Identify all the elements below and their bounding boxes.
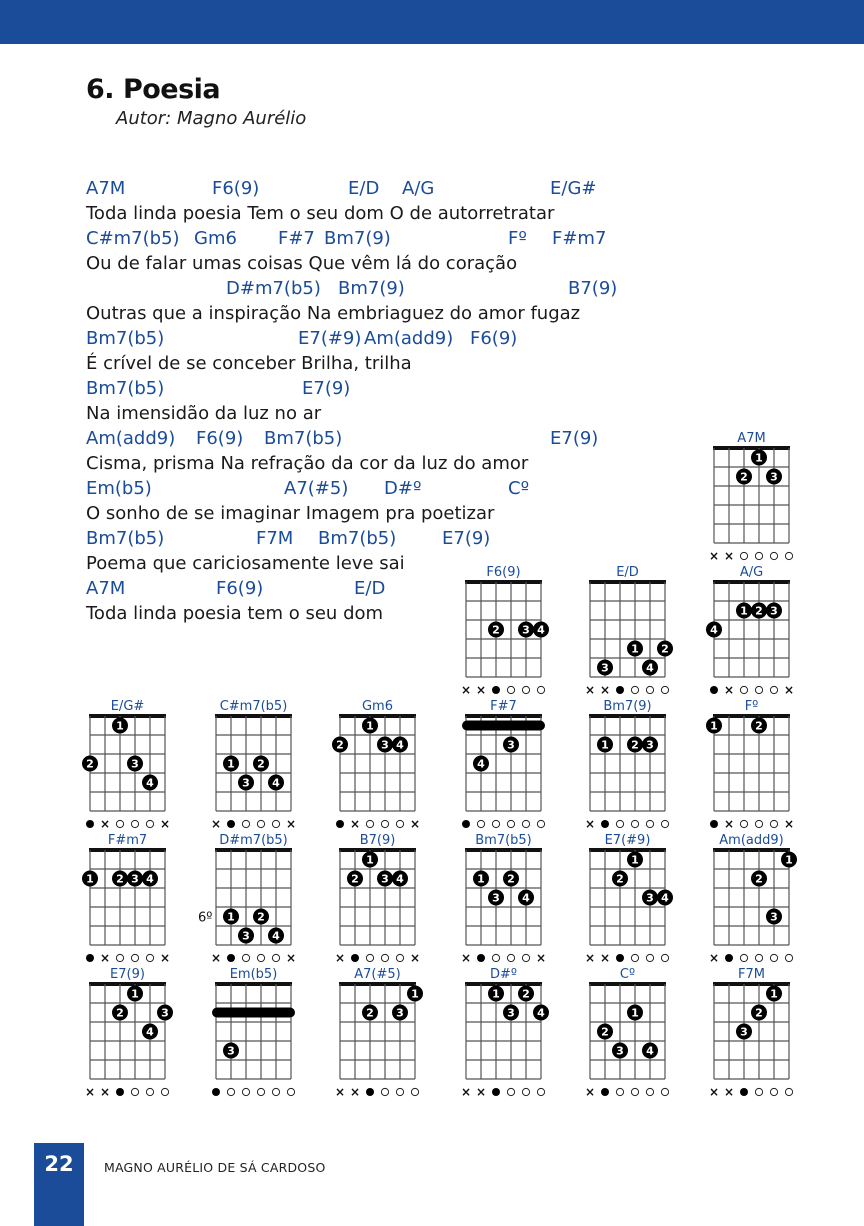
- svg-text:4: 4: [146, 872, 154, 886]
- svg-text:3: 3: [396, 1006, 404, 1020]
- song-author: Autor: Magno Aurélio: [116, 108, 307, 129]
- svg-text:1: 1: [740, 604, 748, 618]
- chord-diagram-name: B7(9): [359, 833, 396, 848]
- svg-text:1: 1: [770, 987, 778, 1001]
- chord-diagram: [198, 830, 302, 965]
- chord-name: Bm7(b5): [264, 428, 343, 449]
- chord-name: Fº: [508, 228, 527, 249]
- svg-text:2: 2: [601, 1025, 609, 1039]
- svg-text:1: 1: [116, 719, 124, 733]
- chord-diagram-name: E7(9): [110, 967, 145, 982]
- svg-text:2: 2: [755, 604, 763, 618]
- chord-diagram-name: E/G#: [110, 699, 145, 714]
- svg-text:1: 1: [227, 910, 235, 924]
- chord-line: [86, 376, 580, 401]
- svg-text:×: ×: [285, 817, 297, 831]
- chord-diagram-name: A/G: [739, 565, 764, 580]
- svg-text:4: 4: [710, 623, 718, 637]
- chord-line: [86, 476, 580, 501]
- chord-name: Cº: [508, 478, 530, 499]
- svg-text:2: 2: [661, 642, 669, 656]
- svg-text:1: 1: [710, 719, 718, 733]
- svg-text:×: ×: [460, 951, 472, 965]
- svg-text:4: 4: [537, 623, 545, 637]
- svg-text:4: 4: [646, 661, 654, 675]
- svg-text:3: 3: [161, 1006, 169, 1020]
- svg-text:3: 3: [492, 891, 500, 905]
- svg-text:3: 3: [770, 910, 778, 924]
- svg-text:×: ×: [599, 951, 611, 965]
- chord-name: E7(9): [302, 378, 351, 399]
- chord-name: Bm7(b5): [86, 328, 165, 349]
- svg-text:3: 3: [770, 470, 778, 484]
- chord-diagram: [80, 830, 176, 965]
- svg-text:×: ×: [708, 549, 720, 563]
- chord-diagram-name: E7(#9): [604, 833, 651, 848]
- chord-name: E/D: [348, 178, 380, 199]
- chord-diagram-name: F7M: [738, 967, 765, 982]
- chord-line: [86, 526, 580, 551]
- svg-text:×: ×: [99, 1085, 111, 1099]
- svg-text:2: 2: [336, 738, 344, 752]
- svg-text:×: ×: [99, 817, 111, 831]
- svg-text:×: ×: [334, 951, 346, 965]
- svg-text:1: 1: [411, 987, 419, 1001]
- svg-text:×: ×: [409, 817, 421, 831]
- chord-name: B7(9): [568, 278, 618, 299]
- chord-diagram-name: F#7: [490, 699, 517, 714]
- svg-text:×: ×: [599, 683, 611, 697]
- svg-text:1: 1: [366, 853, 374, 867]
- svg-text:1: 1: [366, 719, 374, 733]
- barre-mark: [212, 1008, 295, 1018]
- svg-text:1: 1: [601, 738, 609, 752]
- chord-diagram: [704, 696, 800, 831]
- chord-diagram: [580, 964, 676, 1099]
- chord-line: [86, 176, 597, 201]
- chord-diagram-name: Fº: [744, 699, 759, 714]
- barre-mark: [462, 721, 545, 731]
- svg-text:1: 1: [86, 872, 94, 886]
- svg-text:3: 3: [616, 1044, 624, 1058]
- svg-text:×: ×: [723, 683, 735, 697]
- svg-text:×: ×: [584, 817, 596, 831]
- chord-diagram-name: A7M: [737, 431, 766, 446]
- svg-text:2: 2: [492, 623, 500, 637]
- svg-text:4: 4: [522, 891, 530, 905]
- svg-text:×: ×: [584, 1085, 596, 1099]
- svg-text:4: 4: [272, 776, 280, 790]
- chord-name: F6(9): [470, 328, 518, 349]
- chord-name: E7(9): [550, 428, 599, 449]
- svg-text:×: ×: [723, 549, 735, 563]
- svg-text:4: 4: [146, 776, 154, 790]
- svg-text:×: ×: [210, 817, 222, 831]
- chord-diagram: [330, 830, 426, 965]
- chord-line: [86, 276, 618, 301]
- svg-text:1: 1: [477, 872, 485, 886]
- chord-diagram: [456, 830, 552, 965]
- svg-text:2: 2: [86, 757, 94, 771]
- svg-text:2: 2: [366, 1006, 374, 1020]
- svg-text:4: 4: [396, 738, 404, 752]
- svg-text:2: 2: [616, 872, 624, 886]
- svg-text:3: 3: [646, 891, 654, 905]
- lyric-line: Poema que cariciosamente leve sai: [86, 553, 405, 574]
- svg-text:3: 3: [131, 872, 139, 886]
- svg-text:2: 2: [631, 738, 639, 752]
- chord-diagram-name: Gm6: [361, 699, 394, 714]
- chord-diagram: [704, 562, 800, 697]
- chord-name: D#º: [384, 478, 422, 499]
- svg-text:×: ×: [84, 1085, 96, 1099]
- chord-diagram: [456, 562, 552, 697]
- chord-name: F6(9): [216, 578, 264, 599]
- song-title: 6. Poesia: [86, 74, 221, 105]
- svg-text:×: ×: [584, 951, 596, 965]
- chord-diagram: [704, 428, 800, 563]
- chord-name: Bm7(9): [324, 228, 391, 249]
- svg-text:1: 1: [631, 1006, 639, 1020]
- chord-name: F#m7: [552, 228, 607, 249]
- chord-name: A7M: [86, 178, 126, 199]
- chord-diagram-name: E/D: [616, 565, 639, 580]
- svg-text:×: ×: [535, 951, 547, 965]
- chord-diagram-name: Bm7(9): [603, 699, 652, 714]
- chord-diagram: [206, 964, 302, 1094]
- lyric-line: Na imensidão da luz no ar: [86, 403, 322, 424]
- svg-text:×: ×: [783, 817, 795, 831]
- chord-line: [86, 326, 580, 351]
- lyric-line: Cisma, prisma Na refração da cor da luz do amor: [86, 453, 529, 474]
- svg-text:1: 1: [755, 451, 763, 465]
- svg-text:×: ×: [708, 951, 720, 965]
- svg-text:3: 3: [242, 929, 250, 943]
- svg-text:×: ×: [460, 683, 472, 697]
- svg-text:3: 3: [522, 623, 530, 637]
- svg-text:×: ×: [285, 951, 297, 965]
- svg-text:3: 3: [601, 661, 609, 675]
- header-bar: [0, 0, 864, 44]
- svg-text:×: ×: [334, 1085, 346, 1099]
- svg-text:2: 2: [116, 872, 124, 886]
- chord-line: [86, 426, 599, 451]
- chord-diagram-name: C#m7(b5): [219, 699, 288, 714]
- chord-diagram: [330, 964, 426, 1099]
- svg-text:3: 3: [507, 738, 515, 752]
- chord-name: A7(#5): [284, 478, 349, 499]
- svg-text:3: 3: [242, 776, 250, 790]
- fret-position-label: 6º: [198, 910, 213, 926]
- svg-text:3: 3: [646, 738, 654, 752]
- svg-text:×: ×: [460, 1085, 472, 1099]
- svg-text:×: ×: [475, 683, 487, 697]
- svg-text:2: 2: [755, 719, 763, 733]
- svg-text:×: ×: [159, 817, 171, 831]
- svg-text:×: ×: [159, 951, 171, 965]
- chord-diagram-name: Am(add9): [719, 833, 784, 848]
- chord-name: C#m7(b5): [86, 228, 180, 249]
- chord-name: Bm7(b5): [86, 528, 165, 549]
- chord-name: E/D: [354, 578, 386, 599]
- svg-text:1: 1: [785, 853, 793, 867]
- svg-text:1: 1: [631, 642, 639, 656]
- svg-text:2: 2: [740, 470, 748, 484]
- chord-name: D#m7(b5): [226, 278, 321, 299]
- chord-diagram-name: D#º: [489, 967, 518, 982]
- svg-text:1: 1: [227, 757, 235, 771]
- svg-text:3: 3: [770, 604, 778, 618]
- chord-diagram: [704, 830, 800, 965]
- chord-diagram-name: D#m7(b5): [219, 833, 288, 848]
- svg-text:1: 1: [631, 853, 639, 867]
- svg-text:4: 4: [146, 1025, 154, 1039]
- svg-text:2: 2: [755, 1006, 763, 1020]
- svg-text:×: ×: [723, 1085, 735, 1099]
- chord-line: [86, 226, 607, 251]
- svg-text:×: ×: [708, 1085, 720, 1099]
- svg-text:4: 4: [477, 757, 485, 771]
- chord-diagram-name: Em(b5): [229, 967, 278, 982]
- svg-text:1: 1: [492, 987, 500, 1001]
- lyric-line: Toda linda poesia tem o seu dom: [86, 603, 384, 624]
- chord-name: F#7: [278, 228, 315, 249]
- svg-text:×: ×: [475, 1085, 487, 1099]
- chord-name: E7(9): [442, 528, 491, 549]
- chord-name: Am(add9): [364, 328, 454, 349]
- svg-text:3: 3: [381, 872, 389, 886]
- footer-author: MAGNO AURÉLIO DE SÁ CARDOSO: [104, 1160, 326, 1175]
- chord-name: F7M: [256, 528, 294, 549]
- svg-text:2: 2: [522, 987, 530, 1001]
- chord-diagram: [580, 696, 676, 831]
- lyric-line: É crível de se conceber Brilha, trilha: [86, 353, 412, 374]
- chord-name: F6(9): [212, 178, 260, 199]
- svg-text:2: 2: [507, 872, 515, 886]
- chord-name: A7M: [86, 578, 126, 599]
- svg-text:×: ×: [99, 951, 111, 965]
- chord-diagram: [456, 964, 552, 1099]
- chord-diagram-name: Bm7(b5): [475, 833, 532, 848]
- lyric-line: Outras que a inspiração Na embriaguez do amor fugaz: [86, 303, 581, 324]
- lyric-line: Ou de falar umas coisas Que vêm lá do coração: [86, 253, 518, 274]
- chord-diagram: [206, 696, 302, 831]
- svg-text:×: ×: [210, 951, 222, 965]
- svg-text:×: ×: [349, 1085, 361, 1099]
- chord-diagram: [330, 696, 426, 831]
- chord-diagram: [580, 562, 676, 697]
- chord-diagram-name: F#m7: [107, 833, 148, 848]
- chord-name: E/G#: [550, 178, 597, 199]
- chord-name: A/G: [402, 178, 435, 199]
- song-lyrics: [86, 176, 618, 626]
- svg-text:×: ×: [409, 951, 421, 965]
- svg-text:2: 2: [257, 910, 265, 924]
- svg-text:4: 4: [272, 929, 280, 943]
- svg-text:3: 3: [381, 738, 389, 752]
- chord-name: Bm7(b5): [318, 528, 397, 549]
- svg-text:2: 2: [116, 1006, 124, 1020]
- chord-diagram: [580, 830, 676, 965]
- chord-name: Em(b5): [86, 478, 152, 499]
- svg-text:4: 4: [661, 891, 669, 905]
- chord-diagram: [80, 964, 176, 1099]
- svg-text:2: 2: [257, 757, 265, 771]
- svg-text:×: ×: [584, 683, 596, 697]
- chord-name: E7(#9): [298, 328, 362, 349]
- svg-text:4: 4: [537, 1006, 545, 1020]
- chord-diagram: [456, 696, 552, 826]
- svg-text:4: 4: [396, 872, 404, 886]
- svg-text:×: ×: [723, 817, 735, 831]
- chord-name: Bm7(9): [338, 278, 405, 299]
- svg-text:4: 4: [646, 1044, 654, 1058]
- chord-diagram: [80, 696, 176, 831]
- svg-text:2: 2: [755, 872, 763, 886]
- page-number: 22: [44, 1152, 74, 1176]
- svg-text:1: 1: [131, 987, 139, 1001]
- chord-name: Gm6: [194, 228, 237, 249]
- svg-text:×: ×: [349, 817, 361, 831]
- chord-diagram-name: F6(9): [486, 565, 521, 580]
- chord-name: F6(9): [196, 428, 244, 449]
- chord-diagram-name: Cº: [619, 967, 636, 982]
- chord-diagram: [704, 964, 800, 1099]
- svg-text:3: 3: [740, 1025, 748, 1039]
- lyric-line: O sonho de se imaginar Imagem pra poetizar: [86, 503, 495, 524]
- svg-text:3: 3: [507, 1006, 515, 1020]
- svg-text:3: 3: [131, 757, 139, 771]
- chord-name: Bm7(b5): [86, 378, 165, 399]
- lyric-line: Toda linda poesia Tem o seu dom O de autorretratar: [86, 203, 555, 224]
- chord-diagram-name: A7(#5): [354, 967, 401, 982]
- chord-name: Am(add9): [86, 428, 176, 449]
- svg-text:×: ×: [783, 683, 795, 697]
- svg-text:2: 2: [351, 872, 359, 886]
- svg-text:3: 3: [227, 1044, 235, 1058]
